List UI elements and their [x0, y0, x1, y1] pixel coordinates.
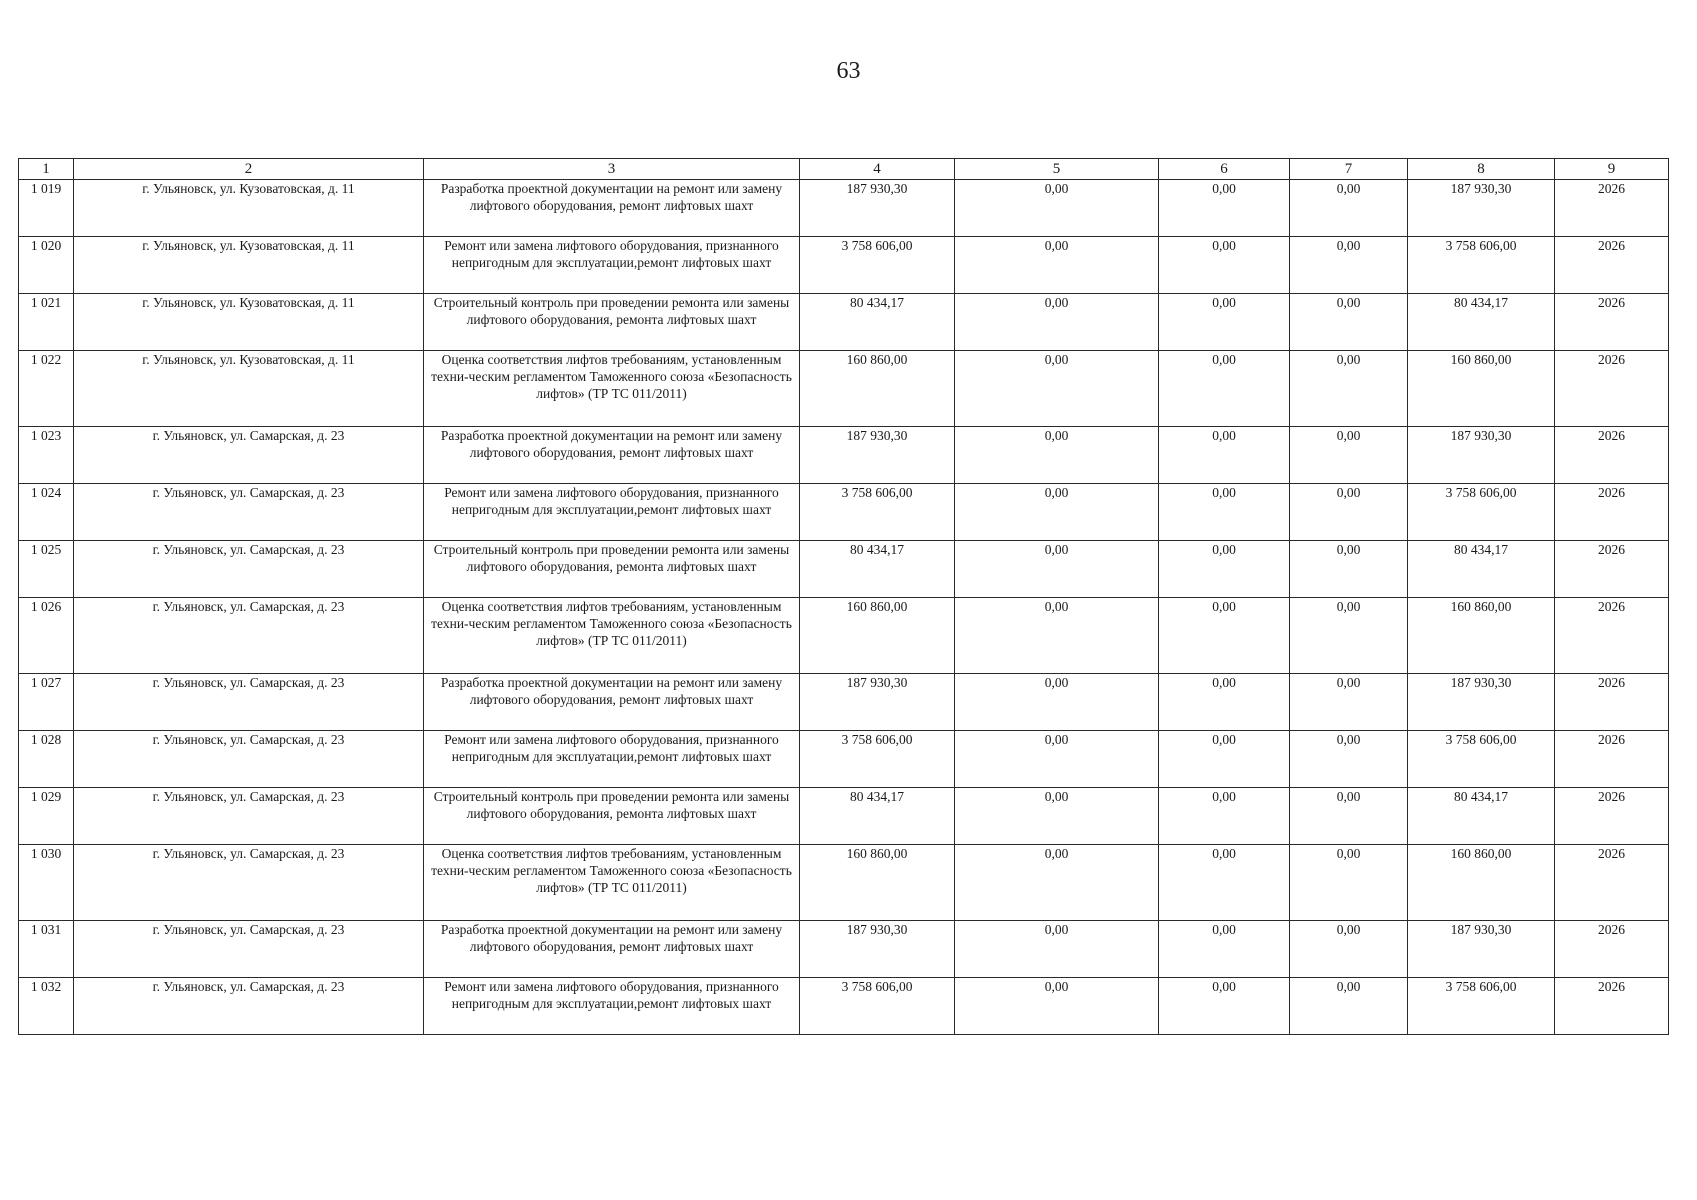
column-7-cell: 0,00: [1290, 237, 1408, 294]
column-7-cell: 0,00: [1290, 674, 1408, 731]
column-7-cell: 0,00: [1290, 294, 1408, 351]
column-8-cell: 160 860,00: [1408, 598, 1555, 674]
column-5-cell: 0,00: [955, 598, 1159, 674]
total-cost-cell: 187 930,30: [800, 674, 955, 731]
total-cost-cell: 160 860,00: [800, 351, 955, 427]
column-7-cell: 0,00: [1290, 180, 1408, 237]
column-6-cell: 0,00: [1159, 180, 1290, 237]
column-6-cell: 0,00: [1159, 484, 1290, 541]
column-5-cell: 0,00: [955, 484, 1159, 541]
column-6-cell: 0,00: [1159, 845, 1290, 921]
row-number: 1 028: [19, 731, 74, 788]
column-7-cell: 0,00: [1290, 541, 1408, 598]
row-number: 1 029: [19, 788, 74, 845]
total-cost-cell: 187 930,30: [800, 180, 955, 237]
column-header: 1: [19, 159, 74, 180]
work-type-cell: Разработка проектной документации на ремонт или замену лифтового оборудования, ремонт лифтовых шахт: [424, 180, 800, 237]
column-6-cell: 0,00: [1159, 731, 1290, 788]
column-header: 4: [800, 159, 955, 180]
column-8-cell: 80 434,17: [1408, 294, 1555, 351]
total-cost-cell: 3 758 606,00: [800, 731, 955, 788]
column-5-cell: 0,00: [955, 427, 1159, 484]
table-body: [19, 180, 1669, 1035]
column-5-cell: 0,00: [955, 921, 1159, 978]
column-header: 8: [1408, 159, 1555, 180]
row-number: 1 027: [19, 674, 74, 731]
row-number: 1 030: [19, 845, 74, 921]
address-cell: г. Ульяновск, ул. Кузоватовская, д. 11: [74, 351, 424, 427]
header-row: [19, 159, 1669, 180]
row-number: 1 032: [19, 978, 74, 1035]
column-header: 2: [74, 159, 424, 180]
table-row: [19, 845, 1669, 921]
address-cell: г. Ульяновск, ул. Самарская, д. 23: [74, 921, 424, 978]
address-cell: г. Ульяновск, ул. Самарская, д. 23: [74, 788, 424, 845]
total-cost-cell: 187 930,30: [800, 427, 955, 484]
year-cell: 2026: [1555, 674, 1669, 731]
column-7-cell: 0,00: [1290, 427, 1408, 484]
year-cell: 2026: [1555, 351, 1669, 427]
address-cell: г. Ульяновск, ул. Самарская, д. 23: [74, 845, 424, 921]
work-type-cell: Разработка проектной документации на ремонт или замену лифтового оборудования, ремонт лифтовых шахт: [424, 674, 800, 731]
total-cost-cell: 160 860,00: [800, 845, 955, 921]
column-6-cell: 0,00: [1159, 978, 1290, 1035]
row-number: 1 021: [19, 294, 74, 351]
column-5-cell: 0,00: [955, 237, 1159, 294]
total-cost-cell: 80 434,17: [800, 294, 955, 351]
column-6-cell: 0,00: [1159, 541, 1290, 598]
column-7-cell: 0,00: [1290, 845, 1408, 921]
column-7-cell: 0,00: [1290, 731, 1408, 788]
address-cell: г. Ульяновск, ул. Кузоватовская, д. 11: [74, 180, 424, 237]
column-8-cell: 3 758 606,00: [1408, 484, 1555, 541]
address-cell: г. Ульяновск, ул. Кузоватовская, д. 11: [74, 237, 424, 294]
address-cell: г. Ульяновск, ул. Самарская, д. 23: [74, 674, 424, 731]
year-cell: 2026: [1555, 598, 1669, 674]
column-5-cell: 0,00: [955, 351, 1159, 427]
work-type-cell: Оценка соответствия лифтов требованиям, установленным техни-ческим регламентом Таможенного союза «Безопасность лифтов» (ТР ТС 011/2011): [424, 351, 800, 427]
total-cost-cell: 187 930,30: [800, 921, 955, 978]
column-5-cell: 0,00: [955, 845, 1159, 921]
data-table: [18, 158, 1669, 1035]
year-cell: 2026: [1555, 484, 1669, 541]
year-cell: 2026: [1555, 180, 1669, 237]
work-type-cell: Оценка соответствия лифтов требованиям, установленным техни-ческим регламентом Таможенного союза «Безопасность лифтов» (ТР ТС 011/2011): [424, 845, 800, 921]
work-type-cell: Строительный контроль при проведении ремонта или замены лифтового оборудования, ремонта лифтовых шахт: [424, 541, 800, 598]
column-6-cell: 0,00: [1159, 674, 1290, 731]
column-header: 7: [1290, 159, 1408, 180]
row-number: 1 019: [19, 180, 74, 237]
column-7-cell: 0,00: [1290, 978, 1408, 1035]
work-type-cell: Разработка проектной документации на ремонт или замену лифтового оборудования, ремонт лифтовых шахт: [424, 427, 800, 484]
total-cost-cell: 160 860,00: [800, 598, 955, 674]
column-8-cell: 160 860,00: [1408, 845, 1555, 921]
column-8-cell: 3 758 606,00: [1408, 978, 1555, 1035]
column-8-cell: 187 930,30: [1408, 180, 1555, 237]
table-row: [19, 427, 1669, 484]
column-8-cell: 80 434,17: [1408, 788, 1555, 845]
page-number: 63: [836, 58, 861, 84]
work-type-cell: Ремонт или замена лифтового оборудования, признанного непригодным для эксплуатации,ремонт лифтовых шахт: [424, 731, 800, 788]
table-row: [19, 351, 1669, 427]
year-cell: 2026: [1555, 845, 1669, 921]
work-type-cell: Разработка проектной документации на ремонт или замену лифтового оборудования, ремонт лифтовых шахт: [424, 921, 800, 978]
year-cell: 2026: [1555, 978, 1669, 1035]
column-6-cell: 0,00: [1159, 294, 1290, 351]
address-cell: г. Ульяновск, ул. Самарская, д. 23: [74, 978, 424, 1035]
column-8-cell: 3 758 606,00: [1408, 237, 1555, 294]
table-row: [19, 674, 1669, 731]
year-cell: 2026: [1555, 427, 1669, 484]
column-5-cell: 0,00: [955, 180, 1159, 237]
row-number: 1 025: [19, 541, 74, 598]
table-row: [19, 788, 1669, 845]
total-cost-cell: 3 758 606,00: [800, 484, 955, 541]
address-cell: г. Ульяновск, ул. Самарская, д. 23: [74, 731, 424, 788]
column-5-cell: 0,00: [955, 674, 1159, 731]
address-cell: г. Ульяновск, ул. Самарская, д. 23: [74, 541, 424, 598]
year-cell: 2026: [1555, 237, 1669, 294]
work-type-cell: Строительный контроль при проведении ремонта или замены лифтового оборудования, ремонта лифтовых шахт: [424, 294, 800, 351]
column-8-cell: 187 930,30: [1408, 674, 1555, 731]
column-7-cell: 0,00: [1290, 351, 1408, 427]
row-number: 1 026: [19, 598, 74, 674]
table-row: [19, 294, 1669, 351]
column-7-cell: 0,00: [1290, 788, 1408, 845]
work-type-cell: Ремонт или замена лифтового оборудования, признанного непригодным для эксплуатации,ремонт лифтовых шахт: [424, 237, 800, 294]
table-row: [19, 180, 1669, 237]
total-cost-cell: 3 758 606,00: [800, 978, 955, 1035]
work-type-cell: Ремонт или замена лифтового оборудования, признанного непригодным для эксплуатации,ремонт лифтовых шахт: [424, 978, 800, 1035]
work-type-cell: Ремонт или замена лифтового оборудования, признанного непригодным для эксплуатации,ремонт лифтовых шахт: [424, 484, 800, 541]
table-row: [19, 978, 1669, 1035]
total-cost-cell: 80 434,17: [800, 788, 955, 845]
table-row: [19, 484, 1669, 541]
table-row: [19, 598, 1669, 674]
column-header: 5: [955, 159, 1159, 180]
row-number: 1 023: [19, 427, 74, 484]
column-6-cell: 0,00: [1159, 237, 1290, 294]
column-6-cell: 0,00: [1159, 598, 1290, 674]
column-6-cell: 0,00: [1159, 351, 1290, 427]
year-cell: 2026: [1555, 294, 1669, 351]
column-7-cell: 0,00: [1290, 921, 1408, 978]
address-cell: г. Ульяновск, ул. Самарская, д. 23: [74, 427, 424, 484]
column-5-cell: 0,00: [955, 294, 1159, 351]
column-8-cell: 187 930,30: [1408, 921, 1555, 978]
column-6-cell: 0,00: [1159, 788, 1290, 845]
column-5-cell: 0,00: [955, 541, 1159, 598]
column-6-cell: 0,00: [1159, 921, 1290, 978]
year-cell: 2026: [1555, 541, 1669, 598]
address-cell: г. Ульяновск, ул. Кузоватовская, д. 11: [74, 294, 424, 351]
table-row: [19, 237, 1669, 294]
address-cell: г. Ульяновск, ул. Самарская, д. 23: [74, 484, 424, 541]
table-row: [19, 541, 1669, 598]
table-row: [19, 921, 1669, 978]
year-cell: 2026: [1555, 731, 1669, 788]
column-8-cell: 187 930,30: [1408, 427, 1555, 484]
column-8-cell: 3 758 606,00: [1408, 731, 1555, 788]
address-cell: г. Ульяновск, ул. Самарская, д. 23: [74, 598, 424, 674]
row-number: 1 020: [19, 237, 74, 294]
year-cell: 2026: [1555, 788, 1669, 845]
column-7-cell: 0,00: [1290, 484, 1408, 541]
row-number: 1 022: [19, 351, 74, 427]
column-header: 3: [424, 159, 800, 180]
column-7-cell: 0,00: [1290, 598, 1408, 674]
total-cost-cell: 80 434,17: [800, 541, 955, 598]
row-number: 1 024: [19, 484, 74, 541]
total-cost-cell: 3 758 606,00: [800, 237, 955, 294]
column-header: 6: [1159, 159, 1290, 180]
column-5-cell: 0,00: [955, 978, 1159, 1035]
row-number: 1 031: [19, 921, 74, 978]
work-type-cell: Оценка соответствия лифтов требованиям, установленным техни-ческим регламентом Таможенного союза «Безопасность лифтов» (ТР ТС 011/2011): [424, 598, 800, 674]
column-header: 9: [1555, 159, 1669, 180]
column-8-cell: 80 434,17: [1408, 541, 1555, 598]
column-5-cell: 0,00: [955, 731, 1159, 788]
column-6-cell: 0,00: [1159, 427, 1290, 484]
year-cell: 2026: [1555, 921, 1669, 978]
column-8-cell: 160 860,00: [1408, 351, 1555, 427]
table-row: [19, 731, 1669, 788]
column-5-cell: 0,00: [955, 788, 1159, 845]
work-type-cell: Строительный контроль при проведении ремонта или замены лифтового оборудования, ремонта лифтовых шахт: [424, 788, 800, 845]
